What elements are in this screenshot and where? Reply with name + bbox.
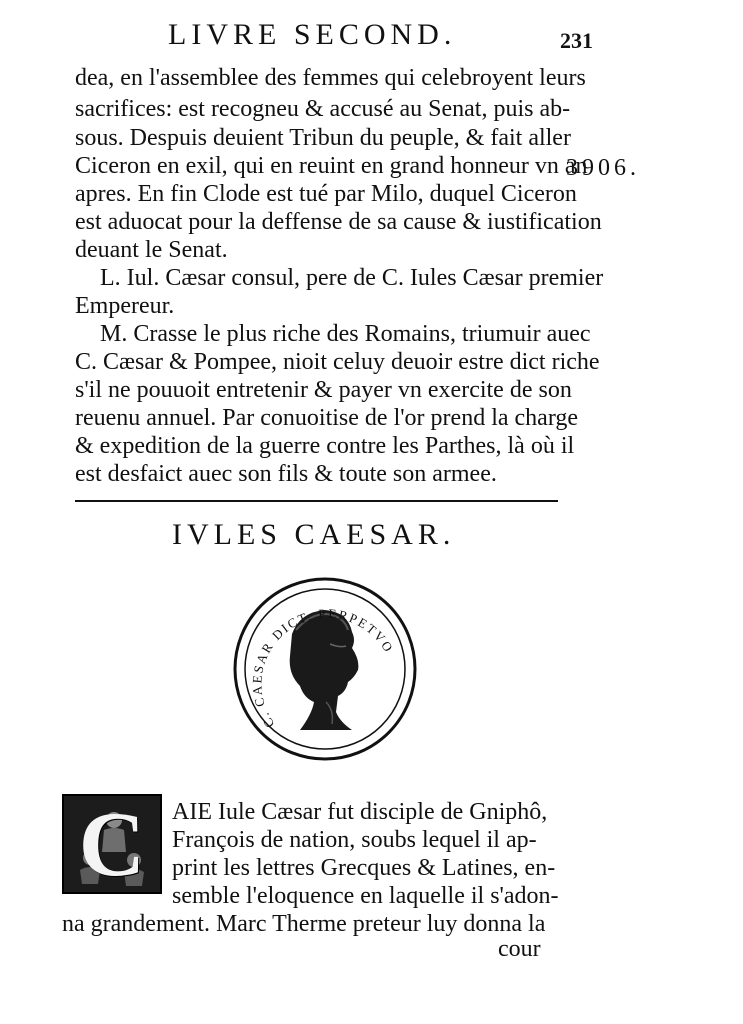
section-line: print les lettres Grecques & Latines, en- (172, 855, 556, 881)
section-heading: IVLES CAESAR. (172, 518, 456, 551)
body-line: reuenu annuel. Par conuoitise de l'or prend la charge (75, 405, 579, 431)
body-line: M. Crasse le plus riche des Romains, triumuir auec (100, 321, 591, 347)
page-number: 231 (560, 28, 593, 53)
body-line: deuant le Senat. (75, 237, 228, 263)
body-line: sacrifices: est recogneu & accusé au Senat, puis ab- (75, 96, 571, 122)
running-title: LIVRE SECOND. (168, 18, 457, 51)
body-line: est desfaict auec son fils & toute son armee. (75, 461, 497, 487)
body-line: sous. Despuis deuient Tribun du peuple, & fait aller (75, 125, 571, 151)
body-line: & expedition de la guerre contre les Parthes, là où il (75, 433, 575, 459)
body-line: est aduocat pour la deffense de sa cause & iustification (75, 209, 602, 235)
medal-inscription: C. CAESAR DICT. PERPETVO (249, 605, 397, 731)
body-line: Ciceron en exil, qui en reuint en grand honneur vn an (75, 153, 588, 179)
body-line: apres. En fin Clode est tué par Milo, duquel Ciceron (75, 181, 577, 207)
catchword: cour (498, 936, 541, 962)
body-line: C. Cæsar & Pompee, nioit celuy deuoir estre dict riche (75, 349, 600, 375)
section-line: François de nation, soubs lequel il ap- (172, 827, 537, 853)
margin-year: 3906. (566, 155, 640, 181)
caesar-medal (230, 574, 420, 764)
section-divider (75, 500, 558, 502)
section-line: na grandement. Marc Therme preteur luy donna la (62, 911, 546, 937)
body-line: dea, en l'assemblee des femmes qui celebroyent leurs (75, 65, 586, 91)
section-line: AIE Iule Cæsar fut disciple de Gniphô, (172, 799, 548, 825)
body-line: s'il ne pouuoit entretenir & payer vn exercite de son (75, 377, 572, 403)
body-line: L. Iul. Cæsar consul, pere de C. Iules Cæsar premier (100, 265, 604, 291)
body-line: Empereur. (75, 293, 175, 319)
drop-initial-letter: C (78, 793, 146, 895)
drop-initial (62, 794, 162, 894)
section-line: semble l'eloquence en laquelle il s'adon- (172, 883, 559, 909)
